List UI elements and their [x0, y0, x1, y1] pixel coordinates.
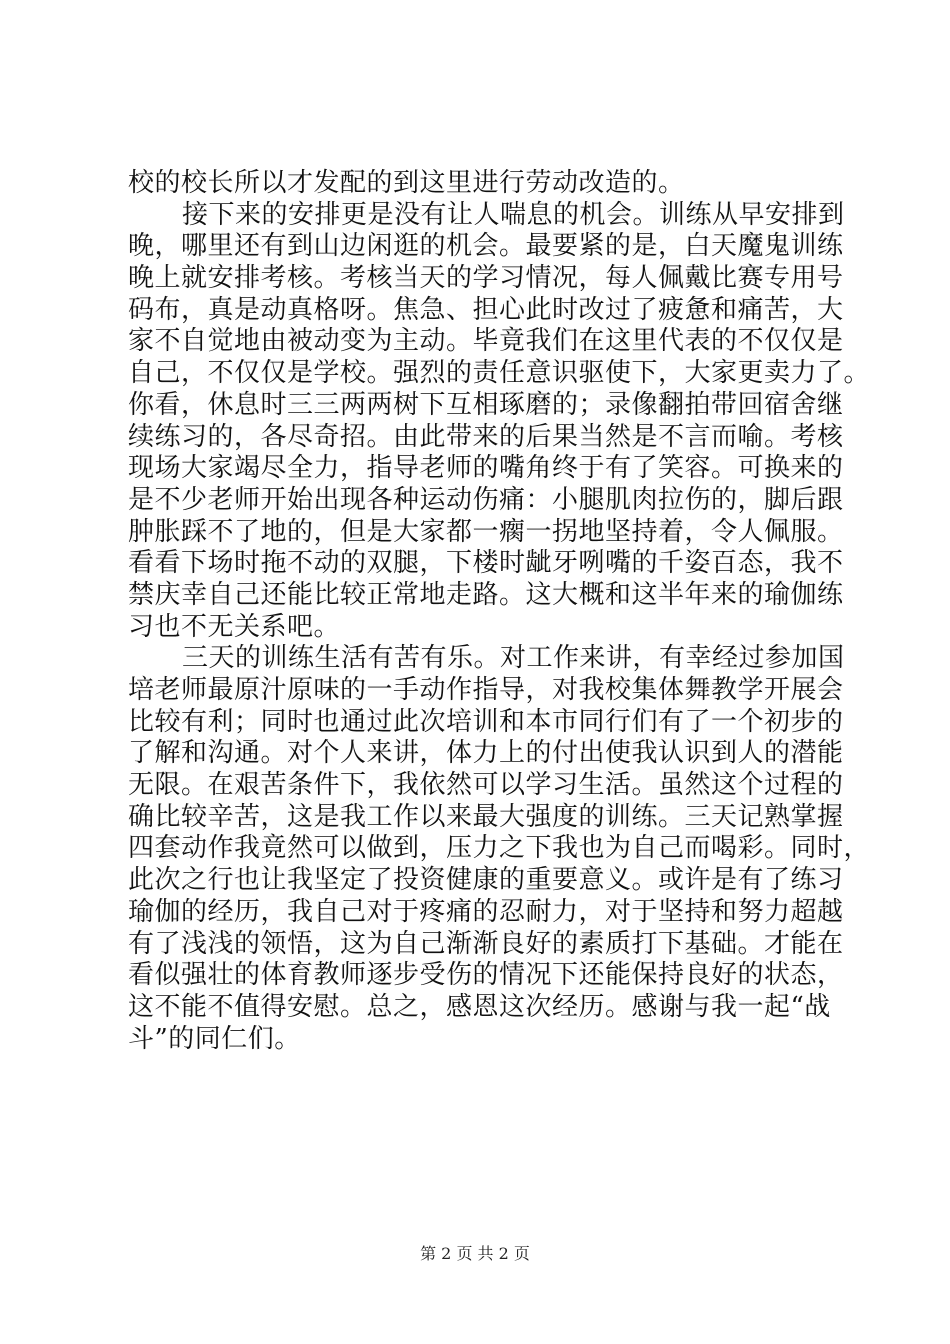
- text-line: 自己，不仅仅是学校。强烈的责任意识驱使下，大家更卖力了。: [128, 358, 871, 389]
- text-line: 确比较辛苦，这是我工作以来最大强度的训练。三天记熟掌握: [128, 801, 844, 832]
- text-line: 是不少老师开始出现各种运动伤痛：小腿肌肉拉伤的，脚后跟: [128, 484, 844, 515]
- text-line: 禁庆幸自己还能比较正常地走路。这大概和这半年来的瑜伽练: [128, 579, 844, 610]
- text-line: 了解和沟通。对个人来讲，体力上的付出使我认识到人的潜能: [128, 738, 844, 769]
- text-line: 码布，真是动真格呀。焦急、担心此时改过了疲惫和痛苦，大: [128, 294, 844, 325]
- text-line: 培老师最原汁原味的一手动作指导，对我校集体舞教学开展会: [128, 675, 844, 705]
- text-line: 瑜伽的经历，我自己对于疼痛的忍耐力，对于坚持和努力超越: [128, 896, 844, 927]
- text-line: 晚，哪里还有到山边闲逛的机会。最要紧的是，白天魔鬼训练: [128, 231, 844, 262]
- text-line: 校的校长所以才发配的到这里进行劳动改造的。: [128, 168, 685, 198]
- text-line: 有了浅浅的领悟，这为自己渐渐良好的素质打下基础。才能在: [128, 928, 844, 959]
- text-line: 习也不无关系吧。: [128, 611, 341, 642]
- text-line: 比较有利；同时也通过此次培训和本市同行们有了一个初步的: [128, 706, 844, 737]
- text-line: 家不自觉地由被动变为主动。毕竟我们在这里代表的不仅仅是: [128, 326, 844, 357]
- text-line: 你看，休息时三三两两树下互相琢磨的；录像翻拍带回宿舍继: [128, 389, 844, 420]
- text-line: 无限。在艰苦条件下，我依然可以学习生活。虽然这个过程的: [128, 770, 844, 801]
- text-line: 看似强壮的体育教师逐步受伤的情况下还能保持良好的状态，: [128, 960, 844, 991]
- paragraph-start-line: 三天的训练生活有苦有乐。对工作来讲，有幸经过参加国: [182, 643, 845, 674]
- text-line: 现场大家竭尽全力，指导老师的嘴角终于有了笑容。可换来的: [128, 453, 844, 484]
- text-line: 这不能不值得安慰。总之，感恩这次经历。感谢与我一起“战: [128, 991, 831, 1022]
- text-line: 斗”的同仁们。: [128, 1023, 301, 1054]
- text-line: 此次之行也让我坚定了投资健康的重要意义。或许是有了练习: [128, 865, 844, 896]
- text-line: 肿胀踩不了地的，但是大家都一瘸一拐地坚持着，令人佩服。: [128, 516, 844, 547]
- text-line: 续练习的，各尽奇招。由此带来的后果当然是不言而喻。考核: [128, 421, 844, 452]
- text-line: 看看下场时拖不动的双腿，下楼时龇牙咧嘴的千姿百态，我不: [128, 548, 844, 579]
- text-line: 四套动作我竟然可以做到，压力之下我也为自己而喝彩。同时，: [128, 833, 871, 864]
- document-body: [128, 168, 871, 1055]
- paragraph-start-line: 接下来的安排更是没有让人喘息的机会。训练从早安排到: [182, 199, 845, 230]
- page-number-footer: 第 2 页 共 2 页: [420, 1244, 530, 1263]
- text-line: 晚上就安排考核。考核当天的学习情况，每人佩戴比赛专用号: [128, 263, 844, 294]
